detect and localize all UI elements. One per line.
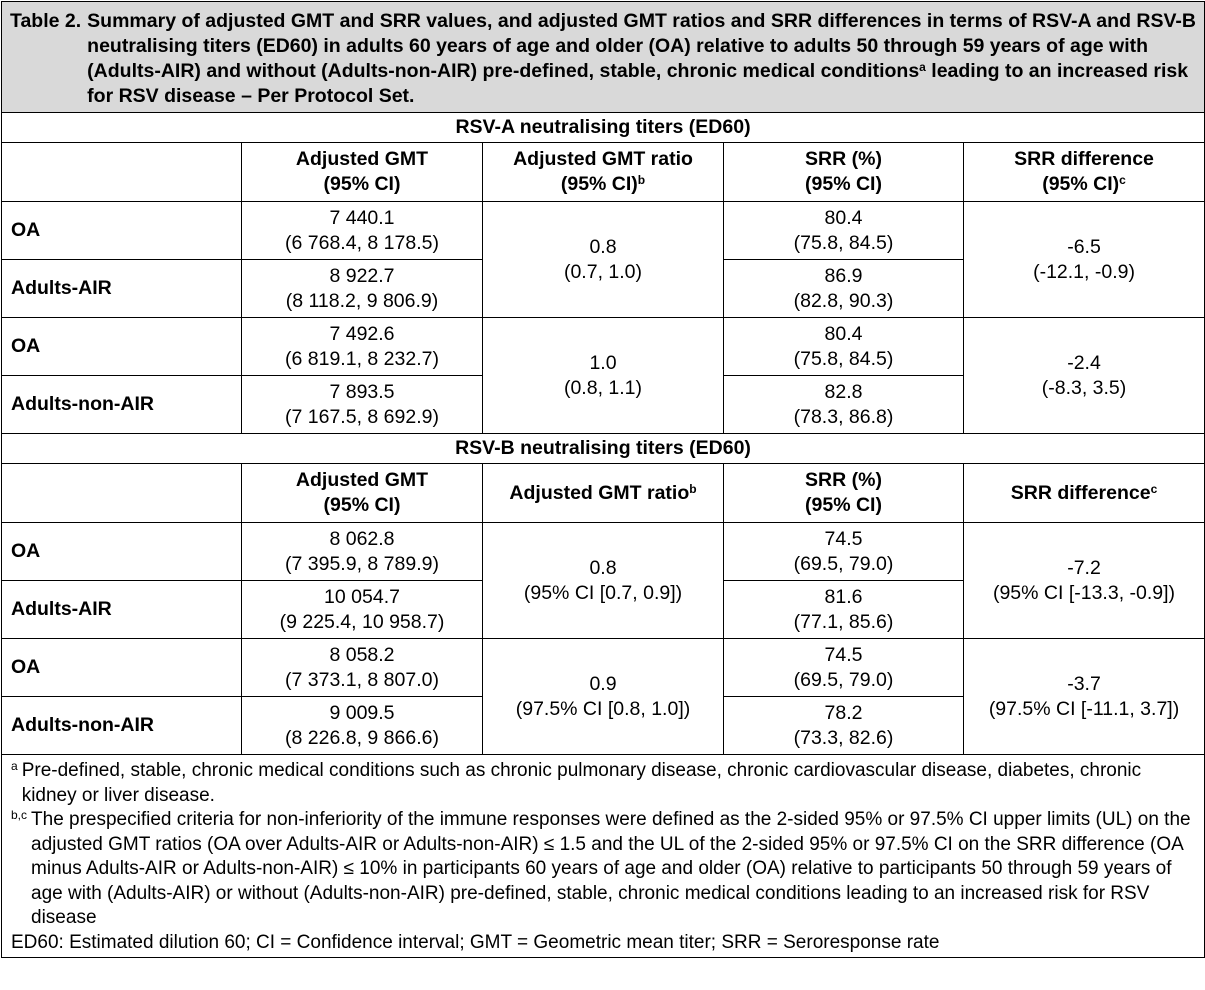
column-header-line1: Adjusted GMT xyxy=(295,469,429,491)
gmt-ratio-ci: (97.5% CI [0.8, 1.0]) xyxy=(515,697,691,720)
srr-value: 78.2 xyxy=(824,701,863,724)
srr-difference-value: -2.4 xyxy=(1067,351,1101,374)
table-row xyxy=(2,318,1205,376)
results-table xyxy=(1,1,1205,958)
srr-ci: (82.8, 90.3) xyxy=(793,289,894,312)
srr-difference-value: -3.7 xyxy=(1067,672,1101,695)
column-header-line2: (95% CI) xyxy=(1042,173,1120,195)
column-header xyxy=(242,143,483,202)
srr-ci: (73.3, 82.6) xyxy=(793,726,894,749)
table-title-text: Summary of adjusted GMT and SRR values, and adjusted GMT ratios and SRR differences in terms of RSV-A and RSV-B neutralising titers (ED60) in adults 60 years of age and older (OA) relative to adults 50 through 59 years of age with (Adults-AIR) and without (Adults-non-AIR) pre-defined, stable, chronic medical conditions$^a$ leading to an increased risk for RSV disease – Per Protocol Set. xyxy=(87,10,1196,107)
section-heading-row xyxy=(2,113,1205,143)
srr-cell xyxy=(724,581,964,639)
gmt-ratio-value: 1.0 xyxy=(589,351,617,374)
gmt-ratio-ci: (0.8, 1.1) xyxy=(563,376,643,399)
column-header-row xyxy=(2,464,1205,523)
column-header xyxy=(483,464,724,523)
srr-difference-cell xyxy=(964,202,1205,318)
srr-ci: (78.3, 86.8) xyxy=(793,405,894,428)
gmt-ratio-ci: (0.7, 1.0) xyxy=(563,260,643,283)
srr-value: 82.8 xyxy=(824,380,863,403)
adjusted-gmt-value: 7 492.6 xyxy=(329,322,395,345)
srr-cell xyxy=(724,523,964,581)
section-heading: RSV-B neutralising titers (ED60) xyxy=(2,434,1205,464)
adjusted-gmt-ci: (6 768.4, 8 178.5) xyxy=(285,231,439,254)
row-label: OA xyxy=(2,318,242,376)
adjusted-gmt-ci: (8 226.8, 9 866.6) xyxy=(285,726,439,749)
row-label: Adults-non-AIR xyxy=(2,697,242,755)
srr-ci: (69.5, 79.0) xyxy=(793,552,894,575)
row-label: Adults-non-AIR xyxy=(2,376,242,434)
row-label: Adults-AIR xyxy=(2,260,242,318)
adjusted-gmt-value: 8 058.2 xyxy=(329,643,395,666)
adjusted-gmt-cell xyxy=(242,523,483,581)
srr-difference-cell xyxy=(964,318,1205,434)
srr-ci: (69.5, 79.0) xyxy=(793,668,894,691)
srr-value: 80.4 xyxy=(824,206,863,229)
srr-ci: (75.8, 84.5) xyxy=(793,347,894,370)
gmt-ratio-value: 0.8 xyxy=(589,556,617,579)
srr-ci: (77.1, 85.6) xyxy=(793,610,894,633)
column-header-footnote-marker: b xyxy=(637,173,646,187)
column-header xyxy=(724,143,964,202)
column-header xyxy=(724,464,964,523)
adjusted-gmt-cell xyxy=(242,581,483,639)
column-header xyxy=(242,464,483,523)
adjusted-gmt-value: 10 054.7 xyxy=(324,585,400,608)
table-row xyxy=(2,639,1205,697)
column-header xyxy=(2,143,242,202)
footnotes-row xyxy=(2,755,1205,958)
adjusted-gmt-cell xyxy=(242,202,483,260)
table-row xyxy=(2,523,1205,581)
gmt-ratio-cell xyxy=(483,639,724,755)
column-header xyxy=(483,143,724,202)
column-header-footnote-marker: c xyxy=(1119,173,1126,187)
adjusted-gmt-ci: (9 225.4, 10 958.7) xyxy=(279,610,445,633)
row-label: OA xyxy=(2,202,242,260)
srr-difference-value: -6.5 xyxy=(1067,235,1101,258)
footnotes xyxy=(2,755,1205,958)
gmt-ratio-cell xyxy=(483,523,724,639)
table-title-label: Table 2. xyxy=(10,10,82,32)
footnote-a-text: Pre-defined, stable, chronic medical conditions such as chronic pulmonary disease, chronic cardiovascular disease, diabetes, chronic kidney or liver disease. xyxy=(21,760,1142,806)
column-header-line1: SRR difference xyxy=(1014,148,1154,170)
footnote-bc-marker: b,c xyxy=(11,808,28,822)
adjusted-gmt-cell xyxy=(242,318,483,376)
column-header xyxy=(964,143,1205,202)
gmt-ratio-value: 0.8 xyxy=(589,235,617,258)
column-header-line2: (95% CI) xyxy=(323,494,401,516)
srr-cell xyxy=(724,318,964,376)
srr-cell xyxy=(724,697,964,755)
column-header-line1: SRR difference xyxy=(1010,481,1151,504)
adjusted-gmt-value: 7 440.1 xyxy=(329,206,395,229)
srr-value: 80.4 xyxy=(824,322,863,345)
srr-difference-ci: (97.5% CI [-11.1, 3.7]) xyxy=(988,697,1180,720)
column-header xyxy=(2,464,242,523)
adjusted-gmt-ci: (7 167.5, 8 692.9) xyxy=(285,405,439,428)
srr-cell xyxy=(724,202,964,260)
adjusted-gmt-ci: (6 819.1, 8 232.7) xyxy=(285,347,439,370)
srr-difference-ci: (95% CI [-13.3, -0.9]) xyxy=(992,581,1176,604)
adjusted-gmt-value: 8 922.7 xyxy=(329,264,395,287)
column-header-line1: Adjusted GMT xyxy=(295,148,429,170)
adjusted-gmt-value: 7 893.5 xyxy=(329,380,395,403)
row-label: OA xyxy=(2,523,242,581)
section-heading-row xyxy=(2,434,1205,464)
column-header xyxy=(964,464,1205,523)
srr-difference-ci: (-12.1, -0.9) xyxy=(1033,260,1135,283)
footnote-a xyxy=(11,759,1196,808)
srr-difference-value: -7.2 xyxy=(1067,556,1101,579)
column-header-line1: Adjusted GMT ratio xyxy=(509,481,690,504)
adjusted-gmt-ci: (8 118.2, 9 806.9) xyxy=(285,289,439,312)
adjusted-gmt-cell xyxy=(242,697,483,755)
column-header-line1: Adjusted GMT ratio xyxy=(513,148,693,170)
abbreviations: ED60: Estimated dilution 60; CI = Confidence interval; GMT = Geometric mean titer; SRR = Seroresponse rate xyxy=(11,931,940,953)
column-header-line2: (95% CI) xyxy=(805,173,882,195)
section-heading: RSV-A neutralising titers (ED60) xyxy=(2,113,1205,143)
srr-difference-ci: (-8.3, 3.5) xyxy=(1041,376,1127,399)
column-header-line2: (95% CI) xyxy=(560,173,638,195)
table-row xyxy=(2,202,1205,260)
column-header-line1: SRR (%) xyxy=(805,148,882,170)
column-header-line1: SRR (%) xyxy=(805,469,882,491)
srr-cell xyxy=(724,376,964,434)
srr-value: 74.5 xyxy=(824,527,863,550)
gmt-ratio-ci: (95% CI [0.7, 0.9]) xyxy=(523,581,683,604)
adjusted-gmt-value: 8 062.8 xyxy=(329,527,395,550)
row-label: OA xyxy=(2,639,242,697)
footnote-a-marker: a xyxy=(11,759,18,773)
column-header-line2: (95% CI) xyxy=(323,173,401,195)
adjusted-gmt-cell xyxy=(242,639,483,697)
srr-value: 86.9 xyxy=(824,264,863,287)
column-header-footnote-marker: c xyxy=(1150,481,1158,496)
adjusted-gmt-cell xyxy=(242,376,483,434)
adjusted-gmt-ci: (7 395.9, 8 789.9) xyxy=(285,552,439,575)
adjusted-gmt-cell xyxy=(242,260,483,318)
srr-difference-cell xyxy=(964,639,1205,755)
srr-ci: (75.8, 84.5) xyxy=(793,231,894,254)
column-header-row xyxy=(2,143,1205,202)
adjusted-gmt-value: 9 009.5 xyxy=(329,701,395,724)
footnote-bc xyxy=(11,808,1196,931)
gmt-ratio-value: 0.9 xyxy=(589,672,617,695)
srr-value: 74.5 xyxy=(824,643,863,666)
srr-difference-cell xyxy=(964,523,1205,639)
title-footnote-marker: a xyxy=(919,60,926,74)
gmt-ratio-cell xyxy=(483,202,724,318)
row-label: Adults-AIR xyxy=(2,581,242,639)
column-header-line2: (95% CI) xyxy=(805,494,882,516)
srr-cell xyxy=(724,639,964,697)
gmt-ratio-cell xyxy=(483,318,724,434)
adjusted-gmt-ci: (7 373.1, 8 807.0) xyxy=(285,668,439,691)
table-title xyxy=(2,2,1205,113)
column-header-footnote-marker: b xyxy=(689,481,697,496)
footnote-bc-text: The prespecified criteria for non-inferiority of the immune responses were defined as the 2-sided 95% or 97.5% CI upper limits (UL) on the adjusted GMT ratios (OA over Adults-AIR or Adults-non-AIR) ≤ 1.5 and the UL of the 2-sided 95% or 97.5% CI on the SRR difference (OA minus Adults-AIR or Adults-non-AIR) ≤ 10% in participants 60 years of age and older (OA) relative to participants 50 through 59 years of age with (Adults-AIR) or without (Adults-non-AIR) pre-defined, stable, chronic medical conditions leading to an increased risk for RSV disease xyxy=(31,809,1191,928)
srr-value: 81.6 xyxy=(824,585,863,608)
srr-cell xyxy=(724,260,964,318)
